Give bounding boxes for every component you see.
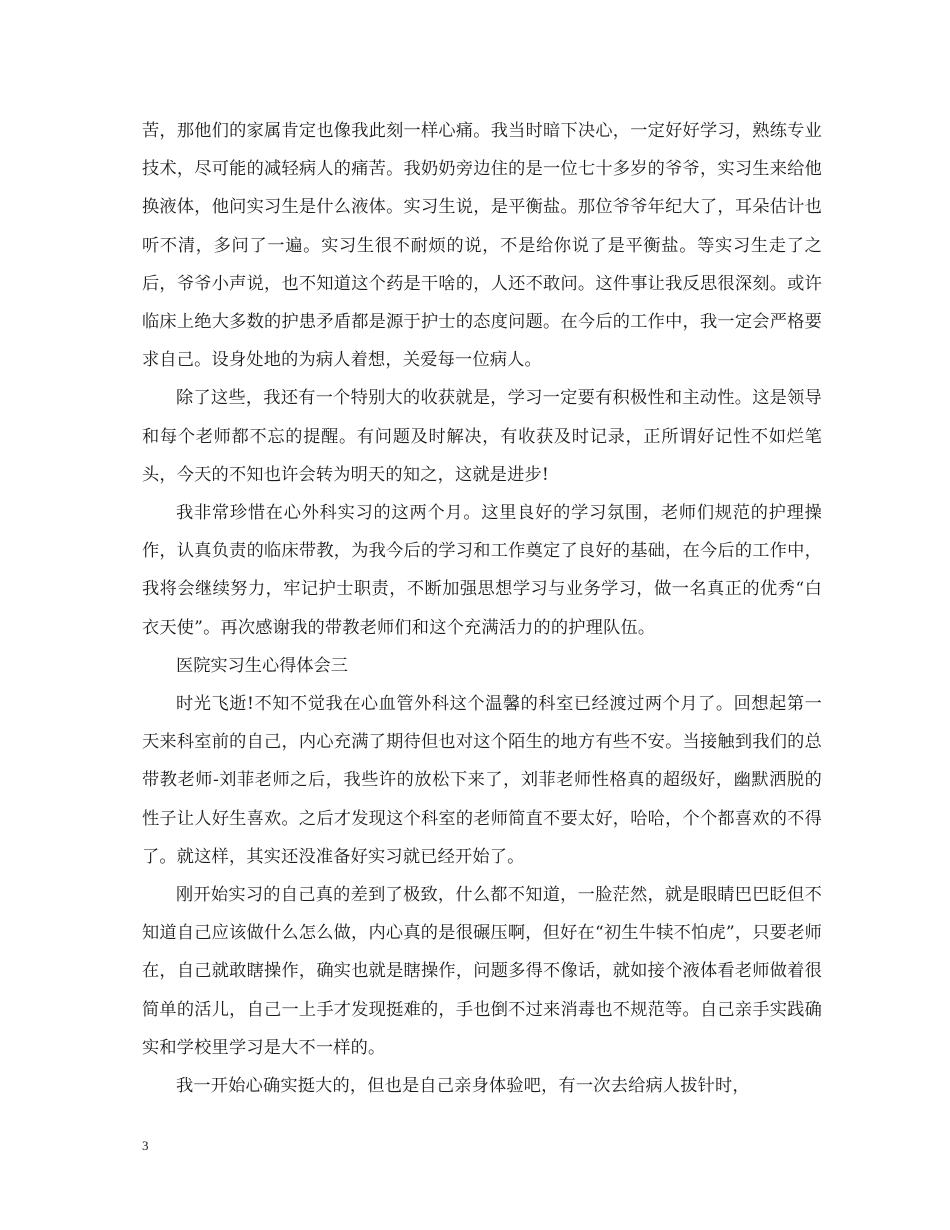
- paragraph: 刚开始实习的自己真的差到了极致，什么都不知道，一脸茫然，就是眼睛巴巴眨但不知道自己应该做什么怎么做，内心真的是很碾压啊，但好在“初生牛犊不怕虎”，只要老师在，自己就敢瞎操作，确实也就是瞎操作，问题多得不像话，就如接个液体看老师做着很简单的活儿，自己一上手才发现挺难的，手也倒不过来消毒也不规范等。自己亲手实践确实和学校里学习是大不一样的。: [142, 885, 822, 1058]
- paragraph: 我非常珍惜在心外科实习的这两个月。这里良好的学习氛围，老师们规范的护理操作，认真负责的临床带教，为我今后的学习和工作奠定了良好的基础，在今后的工作中，我将会继续努力，牢记护士职责，不断加强思想学习与业务学习，做一名真正的优秀“白衣天使”。再次感谢我的带教老师们和这个充满活力的的护理队伍。: [142, 503, 822, 638]
- document-body: [142, 112, 822, 1105]
- section-heading: 医院实习生心得体会三: [176, 655, 348, 676]
- page-number: 3: [142, 1138, 149, 1153]
- paragraph: 我一开始心确实挺大的，但也是自己亲身体验吧，有一次去给病人拔针时，: [176, 1076, 750, 1097]
- paragraph: 时光飞逝!不知不觉我在心血管外科这个温馨的科室已经渡过两个月了。回想起第一天来科室前的自己，内心充满了期待但也对这个陌生的地方有些不安。当接触到我们的总带教老师-刘菲老师之后，我些许的放松下来了，刘菲老师性格真的超级好，幽默洒脱的性子让人好生喜欢。之后才发现这个科室的老师简直不要太好，哈哈，个个都喜欢的不得了。就这样，其实还没准备好实习就已经开始了。: [142, 694, 822, 867]
- paragraph: 除了这些，我还有一个特别大的收获就是，学习一定要有积极性和主动性。这是领导和每个老师都不忘的提醒。有问题及时解决，有收获及时记录，正所谓好记性不如烂笔头，今天的不知也许会转为明天的知之，这就是进步!: [142, 388, 822, 485]
- paragraph: 苦，那他们的家属肯定也像我此刻一样心痛。我当时暗下决心，一定好好学习，熟练专业技术，尽可能的减轻病人的痛苦。我奶奶旁边住的是一位七十多岁的爷爷，实习生来给他换液体，他问实习生是什么液体。实习生说，是平衡盐。那位爷爷年纪大了，耳朵估计也听不清，多问了一遍。实习生很不耐烦的说，不是给你说了是平衡盐。等实习生走了之后，爷爷小声说，也不知道这个药是干啥的，人还不敢问。这件事让我反思很深刻。或许临床上绝大多数的护患矛盾都是源于护士的态度问题。在今后的工作中，我一定会严格要求自己。设身处地的为病人着想，关爱每一位病人。: [142, 121, 822, 371]
